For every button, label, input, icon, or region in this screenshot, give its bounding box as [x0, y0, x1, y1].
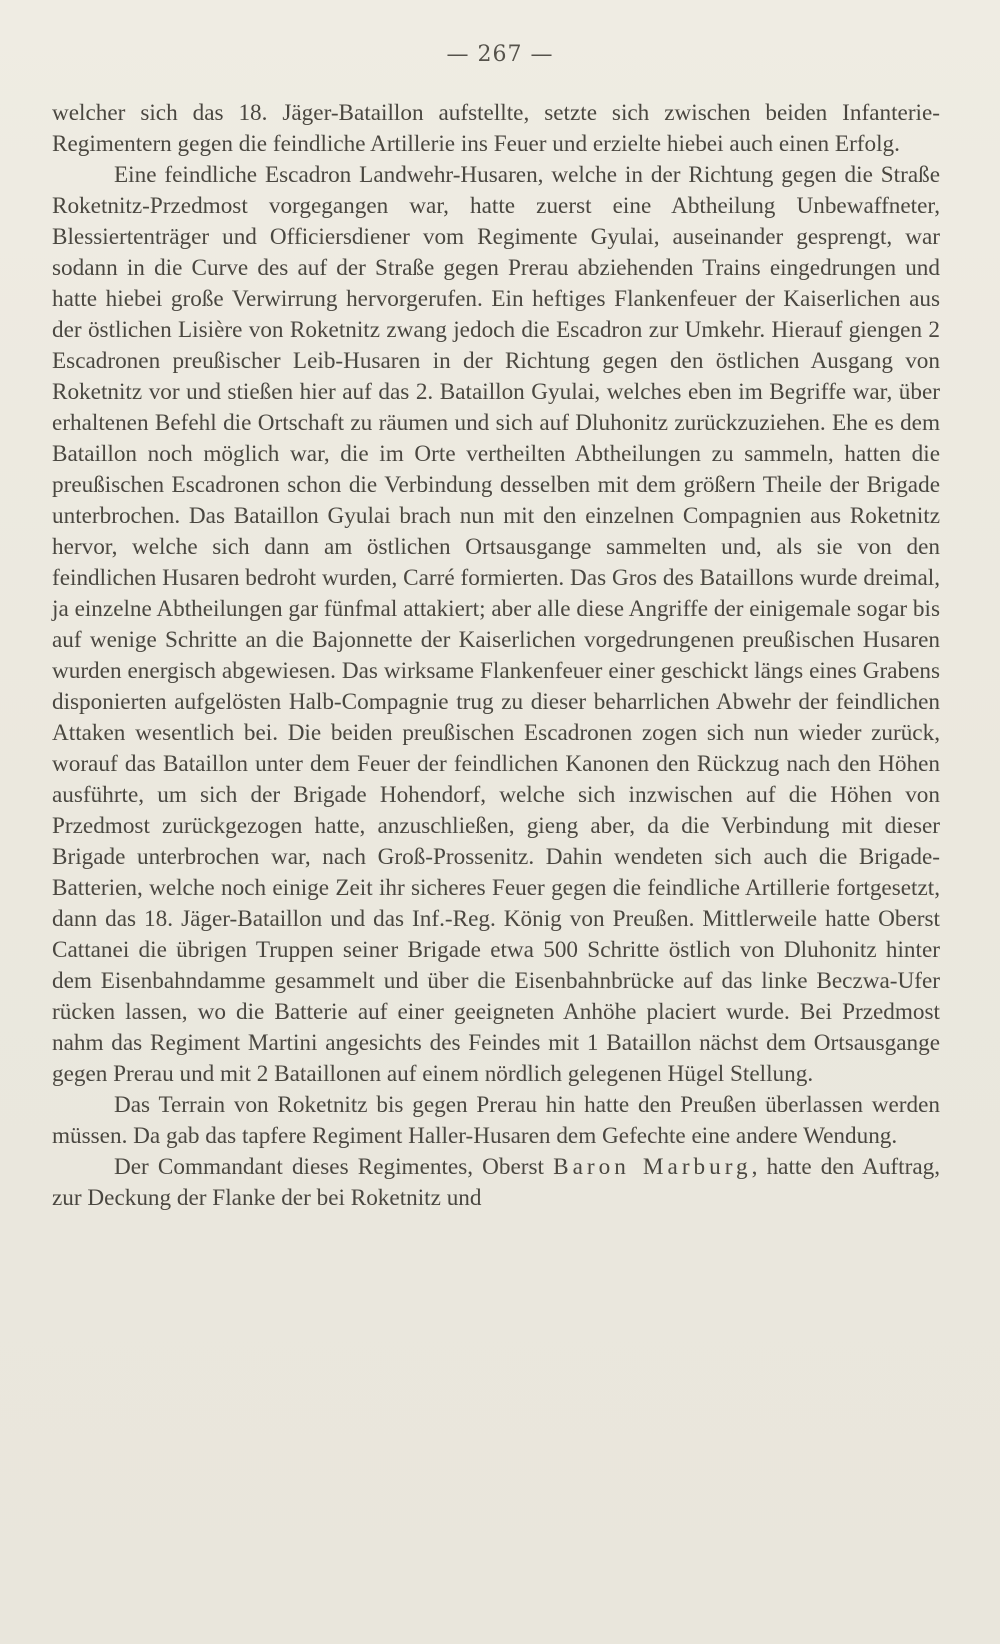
commandant-text-after: , hatte den Auftrag, zur Deckung der Flanke der bei Roketnitz und — [52, 1154, 941, 1211]
commandant-text-before: Der Commandant dieses Regimentes, Oberst — [114, 1154, 554, 1180]
body-text — [52, 98, 940, 1214]
paragraph-terrain: Das Terrain von Roketnitz bis gegen Prerau hin hatte den Preußen überlassen werden müssen. Da gab das tapfere Regiment Haller-Husaren dem Gefechte eine andere Wendung. — [52, 1092, 940, 1149]
paragraph-commandant — [52, 1152, 940, 1214]
commandant-name: Baron Marburg — [553, 1154, 752, 1180]
paragraph-escadron: Eine feindliche Escadron Landwehr-Husaren, welche in der Richtung gegen die Straße Roketnitz-Przedmost vorgegangen war, hatte zuerst eine Abtheilung Unbewaffneter, Blessiertenträger und Officiersdiener vom Regimente Gyulai, auseinander gesprengt, war sodann in die Curve des auf der Straße gegen Prerau abziehenden Trains eingedrungen und hatte hiebei große Verwirrung hervorgerufen. Ein heftiges Flankenfeuer der Kaiserlichen aus der östlichen Lisière von Roketnitz zwang jedoch die Escadron zur Umkehr. Hierauf giengen 2 Escadronen preußischer Leib-Husaren in der Richtung gegen den östlichen Ausgang von Roketnitz vor und stießen hier auf das 2. Bataillon Gyulai, welches eben im Begriffe war, über erhaltenen Befehl die Ortschaft zu räumen und sich auf Dluhonitz zurückzuziehen. Ehe es dem Bataillon noch möglich war, die im Orte vertheilten Abtheilungen zu sammeln, hatten die preußischen Escadronen schon die Verbindung desselben mit dem größern Theile der Brigade unterbrochen. Das Bataillon Gyulai brach nun mit den einzelnen Compagnien aus Roketnitz hervor, welche sich dann am östlichen Ortsausgange sammelten und, als sie von den feindlichen Husaren bedroht wurden, Carré formierten. Das Gros des Bataillons wurde dreimal, ja einzelne Abtheilungen gar fünfmal attakiert; aber alle diese Angriffe der einigemale sogar bis auf wenige Schritte an die Bajonnette der Kaiserlichen vorgedrungenen preußischen Husaren wurden energisch abgewiesen. Das wirksame Flankenfeuer einer geschickt längs eines Grabens disponierten aufgelösten Halb-Compagnie trug zu dieser beharrlichen Abwehr der feindlichen Attaken wesentlich bei. Die beiden preußischen Escadronen zogen sich nun wieder zurück, worauf das Bataillon unter dem Feuer der feindlichen Kanonen den Rückzug nach den Höhen ausführte, um sich der Brigade Hohendorf, welche sich inzwischen auf die Höhen von Przedmost zurückgezogen hatte, anzuschließen, gieng aber, da die Verbindung mit dieser Brigade unterbrochen war, nach Groß-Prossenitz. Dahin wendeten sich auch die Brigade-Batterien, welche noch einige Zeit ihr sicheres Feuer gegen die feindliche Artillerie fortgesetzt, dann das 18. Jäger-Bataillon und das Inf.-Reg. König von Preußen. Mittlerweile hatte Oberst Cattanei die übrigen Truppen seiner Brigade etwa 500 Schritte östlich von Dluhonitz hinter dem Eisenbahndamme gesammelt und über die Eisenbahnbrücke auf das linke Beczwa-Ufer rücken lassen, wo die Batterie auf einer geeigneten Anhöhe placiert wurde. Bei Przedmost nahm das Regiment Martini angesichts des Feindes mit 1 Bataillon nächst dem Ortsausgange gegen Prerau und mit 2 Bataillonen auf einem nördlich gelegenen Hügel Stellung. — [52, 162, 940, 1087]
paragraph-continuation: welcher sich das 18. Jäger-Bataillon aufstellte, setzte sich zwischen beiden Infanterie-Regimentern gegen die feindliche Artillerie ins Feuer und erzielte hiebei auch einen Erfolg. — [52, 100, 940, 157]
page-number: — 267 — — [446, 42, 554, 67]
